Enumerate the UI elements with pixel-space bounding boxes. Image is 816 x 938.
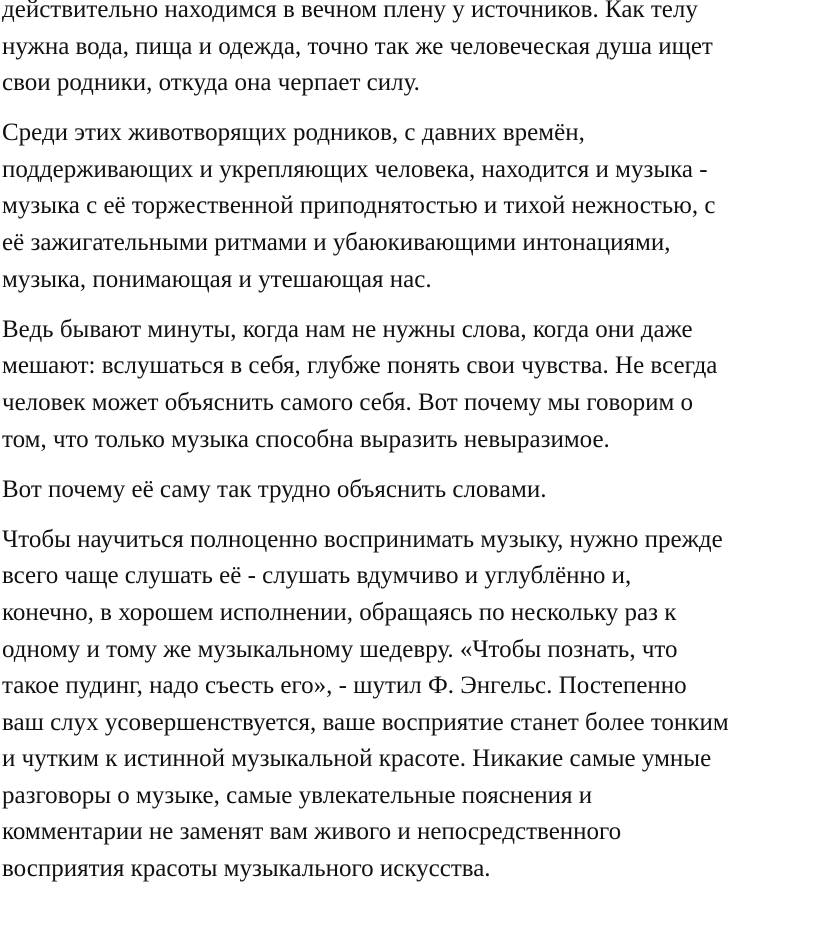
text-line: Среди этих животворящих родников, с давних времён, — [2, 119, 585, 147]
text-line: ваш слух усовершенствуется, ваше восприятие станет более тонким — [2, 708, 729, 736]
text-line: одному и тому же музыкальному шедевру. «Чтобы познать, что — [2, 635, 678, 663]
text-line: мешают: вслушаться в себя, глубже понять свои чувства. Не всегда — [2, 352, 718, 380]
text-line: музыка с её торжественной приподнятостью и тихой нежностью, с — [2, 192, 716, 220]
text-line: восприятия красоты музыкального искусства. — [2, 855, 491, 883]
document-page — [2, 0, 814, 901]
text-line: всего чаще слушать её - слушать вдумчиво и углублённо и, — [2, 562, 632, 590]
text-line: нужна вода, пища и одежда, точно так же человеческая душа ищет — [2, 32, 713, 60]
paragraph-5 — [2, 522, 814, 888]
text-line: Вот почему её саму так трудно объяснить словами. — [2, 475, 547, 503]
text-line: её зажигательными ритмами и убаюкивающими интонациями, — [2, 229, 671, 257]
text-line: Чтобы научиться полноценно воспринимать музыку, нужно прежде — [2, 525, 723, 553]
paragraph-2 — [2, 115, 814, 298]
text-line: конечно, в хорошем исполнении, обращаясь по нескольку раз к — [2, 598, 677, 626]
paragraph-1 — [2, 0, 814, 102]
text-line: музыка, понимающая и утешающая нас. — [2, 265, 432, 293]
text-line: действительно находимся в вечном плену у источников. Как телу — [2, 0, 698, 23]
text-line: Ведь бывают минуты, когда нам не нужны слова, когда они даже — [2, 315, 693, 343]
text-line: комментарии не заменят вам живого и непосредственного — [2, 818, 622, 846]
paragraph-3 — [2, 312, 814, 458]
text-line: том, что только музыка способна выразить невыразимое. — [2, 425, 610, 453]
text-line: и чутким к истинной музыкальной красоте. Никакие самые умные — [2, 745, 712, 773]
text-line: свои родники, откуда она черпает силу. — [2, 69, 420, 97]
text-line: поддерживающих и укрепляющих человека, находится и музыка - — [2, 155, 708, 183]
text-line: разговоры о музыке, самые увлекательные пояснения и — [2, 781, 593, 809]
text-line: человек может объяснить самого себя. Вот почему мы говорим о — [2, 388, 694, 416]
paragraph-4 — [2, 472, 814, 509]
text-line: такое пудинг, надо съесть его», - шутил Ф. Энгельс. Постепенно — [2, 672, 687, 700]
